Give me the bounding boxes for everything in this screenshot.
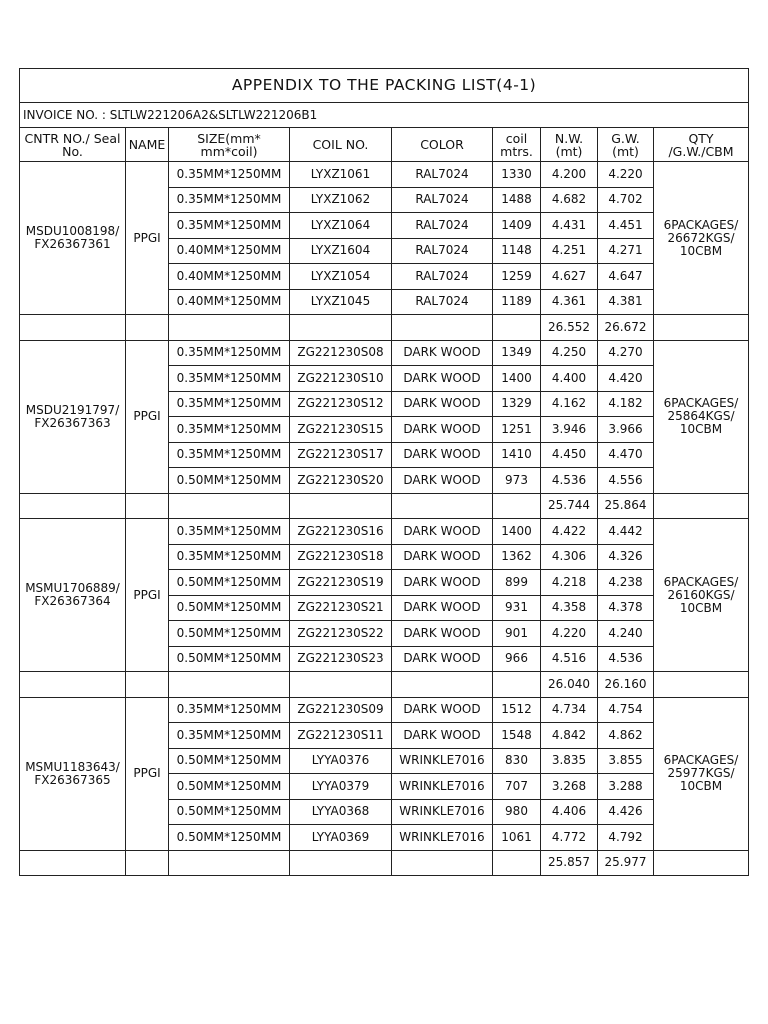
table-row <box>20 697 749 723</box>
coil-no-cell: ZG221230S16 <box>290 519 392 545</box>
header-coil-no: COIL NO. <box>290 128 392 162</box>
coil-no-cell: LYYA0376 <box>290 748 392 774</box>
size-cell: 0.50MM*1250MM <box>169 595 290 621</box>
coil-no-cell: ZG221230S12 <box>290 391 392 417</box>
empty-cell <box>126 493 169 519</box>
qty-volume: 10CBM <box>679 600 723 615</box>
color-cell: DARK WOOD <box>392 697 493 723</box>
nw-cell: 4.306 <box>541 544 598 570</box>
color-cell: DARK WOOD <box>392 570 493 596</box>
coil-no-cell: LYXZ1064 <box>290 213 392 239</box>
qty-weight: 26160KGS/ <box>667 587 735 602</box>
container-number: MSMU1706889/ <box>25 581 120 595</box>
empty-cell <box>392 315 493 341</box>
subtotal-gw: 26.160 <box>598 672 654 698</box>
size-cell: 0.50MM*1250MM <box>169 774 290 800</box>
coil-mtrs-cell: 901 <box>493 621 541 647</box>
product-name: PPGI <box>126 340 169 493</box>
color-cell: DARK WOOD <box>392 468 493 494</box>
color-cell: RAL7024 <box>392 187 493 213</box>
nw-cell: 3.835 <box>541 748 598 774</box>
coil-mtrs-cell: 1189 <box>493 289 541 315</box>
header-nw: N.W. (mt) <box>541 128 598 162</box>
gw-cell: 3.966 <box>598 417 654 443</box>
coil-mtrs-cell: 830 <box>493 748 541 774</box>
color-cell: WRINKLE7016 <box>392 825 493 851</box>
empty-cell <box>20 672 126 698</box>
empty-cell <box>392 672 493 698</box>
gw-cell: 4.451 <box>598 213 654 239</box>
size-cell: 0.35MM*1250MM <box>169 366 290 392</box>
subtotal-gw: 26.672 <box>598 315 654 341</box>
coil-no-cell: ZG221230S23 <box>290 646 392 672</box>
color-cell: WRINKLE7016 <box>392 774 493 800</box>
qty-cell <box>654 697 749 850</box>
coil-no-cell: ZG221230S10 <box>290 366 392 392</box>
coil-mtrs-cell: 899 <box>493 570 541 596</box>
gw-cell: 4.271 <box>598 238 654 264</box>
qty-weight: 25977KGS/ <box>667 766 735 780</box>
subtotal-nw: 25.744 <box>541 493 598 519</box>
empty-cell <box>493 672 541 698</box>
header-coil-mtrs: coil mtrs. <box>493 128 541 162</box>
container-seal-cell <box>20 519 126 672</box>
empty-cell <box>20 315 126 341</box>
coil-no-cell: ZG221230S18 <box>290 544 392 570</box>
color-cell: RAL7024 <box>392 289 493 315</box>
coil-mtrs-cell: 1330 <box>493 162 541 188</box>
coil-no-cell: ZG221230S22 <box>290 621 392 647</box>
nw-cell: 4.734 <box>541 697 598 723</box>
size-cell: 0.35MM*1250MM <box>169 417 290 443</box>
coil-mtrs-cell: 1400 <box>493 366 541 392</box>
size-cell: 0.50MM*1250MM <box>169 799 290 825</box>
color-cell: DARK WOOD <box>392 595 493 621</box>
qty-packages: 6PACKAGES/ <box>663 217 739 232</box>
empty-cell <box>493 493 541 519</box>
coil-mtrs-cell: 1349 <box>493 340 541 366</box>
qty-volume: 10CBM <box>679 243 723 258</box>
subtotal-row <box>20 493 749 519</box>
empty-cell <box>654 493 749 519</box>
subtotal-gw: 25.977 <box>598 850 654 876</box>
nw-cell: 4.218 <box>541 570 598 596</box>
nw-cell: 4.842 <box>541 723 598 749</box>
table-row <box>20 162 749 188</box>
color-cell: RAL7024 <box>392 238 493 264</box>
gw-cell: 4.792 <box>598 825 654 851</box>
coil-mtrs-cell: 973 <box>493 468 541 494</box>
empty-cell <box>392 850 493 876</box>
color-cell: DARK WOOD <box>392 723 493 749</box>
size-cell: 0.50MM*1250MM <box>169 468 290 494</box>
size-cell: 0.35MM*1250MM <box>169 697 290 723</box>
nw-cell: 4.406 <box>541 799 598 825</box>
table-header-row <box>20 128 749 162</box>
coil-mtrs-cell: 1329 <box>493 391 541 417</box>
gw-cell: 4.220 <box>598 162 654 188</box>
size-cell: 0.40MM*1250MM <box>169 238 290 264</box>
size-cell: 0.35MM*1250MM <box>169 162 290 188</box>
qty-cell <box>654 340 749 493</box>
gw-cell: 4.556 <box>598 468 654 494</box>
qty-cell <box>654 162 749 315</box>
gw-cell: 4.754 <box>598 697 654 723</box>
coil-mtrs-cell: 1488 <box>493 187 541 213</box>
subtotal-nw: 25.857 <box>541 850 598 876</box>
color-cell: DARK WOOD <box>392 442 493 468</box>
gw-cell: 3.288 <box>598 774 654 800</box>
subtotal-row <box>20 672 749 698</box>
coil-no-cell: LYYA0368 <box>290 799 392 825</box>
color-cell: DARK WOOD <box>392 544 493 570</box>
coil-mtrs-cell: 1512 <box>493 697 541 723</box>
qty-weight: 26672KGS/ <box>667 230 735 245</box>
size-cell: 0.35MM*1250MM <box>169 213 290 239</box>
header-cntr: CNTR NO./ Seal No. <box>20 128 126 162</box>
gw-cell: 4.470 <box>598 442 654 468</box>
color-cell: WRINKLE7016 <box>392 748 493 774</box>
size-cell: 0.35MM*1250MM <box>169 544 290 570</box>
nw-cell: 4.200 <box>541 162 598 188</box>
qty-volume: 10CBM <box>679 779 723 793</box>
coil-no-cell: LYYA0379 <box>290 774 392 800</box>
nw-cell: 3.268 <box>541 774 598 800</box>
gw-cell: 4.270 <box>598 340 654 366</box>
nw-cell: 4.162 <box>541 391 598 417</box>
subtotal-nw: 26.552 <box>541 315 598 341</box>
size-cell: 0.50MM*1250MM <box>169 570 290 596</box>
seal-number: FX26367364 <box>34 594 111 608</box>
coil-mtrs-cell: 1410 <box>493 442 541 468</box>
qty-packages: 6PACKAGES/ <box>663 753 739 767</box>
empty-cell <box>126 315 169 341</box>
container-seal-cell <box>20 340 126 493</box>
gw-cell: 4.381 <box>598 289 654 315</box>
coil-no-cell: LYXZ1045 <box>290 289 392 315</box>
coil-no-cell: ZG221230S15 <box>290 417 392 443</box>
qty-volume: 10CBM <box>679 422 723 436</box>
coil-mtrs-cell: 707 <box>493 774 541 800</box>
document-title: APPENDIX TO THE PACKING LIST(4-1) <box>20 69 749 103</box>
size-cell: 0.50MM*1250MM <box>169 825 290 851</box>
empty-cell <box>493 850 541 876</box>
empty-cell <box>126 672 169 698</box>
empty-cell <box>290 850 392 876</box>
size-cell: 0.50MM*1250MM <box>169 621 290 647</box>
nw-cell: 4.358 <box>541 595 598 621</box>
color-cell: DARK WOOD <box>392 366 493 392</box>
header-name: NAME <box>126 128 169 162</box>
container-number: MSMU1183643/ <box>25 759 120 774</box>
color-cell: DARK WOOD <box>392 391 493 417</box>
container-number: MSDU1008198/ <box>25 224 120 238</box>
size-cell: 0.35MM*1250MM <box>169 340 290 366</box>
header-color: COLOR <box>392 128 493 162</box>
empty-cell <box>169 493 290 519</box>
empty-cell <box>290 315 392 341</box>
coil-mtrs-cell: 931 <box>493 595 541 621</box>
gw-cell: 4.378 <box>598 595 654 621</box>
color-cell: DARK WOOD <box>392 417 493 443</box>
color-cell: DARK WOOD <box>392 340 493 366</box>
gw-cell: 4.240 <box>598 621 654 647</box>
header-gw: G.W. (mt) <box>598 128 654 162</box>
nw-cell: 4.536 <box>541 468 598 494</box>
size-cell: 0.35MM*1250MM <box>169 519 290 545</box>
color-cell: RAL7024 <box>392 213 493 239</box>
coil-mtrs-cell: 1251 <box>493 417 541 443</box>
empty-cell <box>654 672 749 698</box>
subtotal-row <box>20 315 749 341</box>
container-seal-cell <box>20 697 126 850</box>
nw-cell: 4.251 <box>541 238 598 264</box>
color-cell: WRINKLE7016 <box>392 799 493 825</box>
coil-mtrs-cell: 1548 <box>493 723 541 749</box>
gw-cell: 4.647 <box>598 264 654 290</box>
coil-no-cell: ZG221230S08 <box>290 340 392 366</box>
qty-cell <box>654 519 749 672</box>
header-size: SIZE(mm* mm*coil) <box>169 128 290 162</box>
size-cell: 0.35MM*1250MM <box>169 187 290 213</box>
size-cell: 0.50MM*1250MM <box>169 748 290 774</box>
coil-mtrs-cell: 980 <box>493 799 541 825</box>
nw-cell: 4.431 <box>541 213 598 239</box>
coil-no-cell: ZG221230S21 <box>290 595 392 621</box>
table-row <box>20 340 749 366</box>
gw-cell: 4.702 <box>598 187 654 213</box>
gw-cell: 4.326 <box>598 544 654 570</box>
empty-cell <box>20 493 126 519</box>
gw-cell: 4.536 <box>598 646 654 672</box>
product-name: PPGI <box>126 162 169 315</box>
empty-cell <box>493 315 541 341</box>
nw-cell: 4.772 <box>541 825 598 851</box>
coil-no-cell: ZG221230S09 <box>290 697 392 723</box>
coil-no-cell: ZG221230S19 <box>290 570 392 596</box>
nw-cell: 4.220 <box>541 621 598 647</box>
packing-list-sheet <box>19 68 748 884</box>
seal-number: FX26367363 <box>34 415 111 430</box>
subtotal-nw: 26.040 <box>541 672 598 698</box>
gw-cell: 4.238 <box>598 570 654 596</box>
gw-cell: 4.426 <box>598 799 654 825</box>
gw-cell: 4.862 <box>598 723 654 749</box>
size-cell: 0.40MM*1250MM <box>169 289 290 315</box>
coil-no-cell: ZG221230S17 <box>290 442 392 468</box>
header-qty: QTY /G.W./CBM <box>654 128 749 162</box>
qty-packages: 6PACKAGES/ <box>663 396 739 410</box>
nw-cell: 4.250 <box>541 340 598 366</box>
size-cell: 0.35MM*1250MM <box>169 442 290 468</box>
seal-number: FX26367365 <box>34 772 111 787</box>
color-cell: RAL7024 <box>392 264 493 290</box>
empty-cell <box>169 315 290 341</box>
coil-no-cell: ZG221230S11 <box>290 723 392 749</box>
color-cell: DARK WOOD <box>392 519 493 545</box>
coil-mtrs-cell: 1400 <box>493 519 541 545</box>
empty-cell <box>169 850 290 876</box>
coil-no-cell: ZG221230S20 <box>290 468 392 494</box>
coil-mtrs-cell: 1061 <box>493 825 541 851</box>
gw-cell: 4.182 <box>598 391 654 417</box>
product-name: PPGI <box>126 697 169 850</box>
container-number: MSDU2191797/ <box>25 402 120 417</box>
product-name: PPGI <box>126 519 169 672</box>
nw-cell: 4.450 <box>541 442 598 468</box>
gw-cell: 3.855 <box>598 748 654 774</box>
color-cell: DARK WOOD <box>392 621 493 647</box>
qty-weight: 25864KGS/ <box>667 409 735 423</box>
gw-cell: 4.442 <box>598 519 654 545</box>
nw-cell: 4.400 <box>541 366 598 392</box>
nw-cell: 4.361 <box>541 289 598 315</box>
subtotal-row <box>20 850 749 876</box>
coil-mtrs-cell: 1409 <box>493 213 541 239</box>
coil-mtrs-cell: 1362 <box>493 544 541 570</box>
coil-mtrs-cell: 1259 <box>493 264 541 290</box>
table-row <box>20 519 749 545</box>
nw-cell: 3.946 <box>541 417 598 443</box>
coil-mtrs-cell: 1148 <box>493 238 541 264</box>
nw-cell: 4.627 <box>541 264 598 290</box>
nw-cell: 4.422 <box>541 519 598 545</box>
coil-no-cell: LYYA0369 <box>290 825 392 851</box>
color-cell: RAL7024 <box>392 162 493 188</box>
invoice-number: INVOICE NO. : SLTLW221206A2&SLTLW221206B1 <box>20 103 749 128</box>
empty-cell <box>290 672 392 698</box>
container-seal-cell <box>20 162 126 315</box>
nw-cell: 4.682 <box>541 187 598 213</box>
empty-cell <box>654 315 749 341</box>
subtotal-gw: 25.864 <box>598 493 654 519</box>
empty-cell <box>392 493 493 519</box>
nw-cell: 4.516 <box>541 646 598 672</box>
coil-no-cell: LYXZ1604 <box>290 238 392 264</box>
color-cell: DARK WOOD <box>392 646 493 672</box>
size-cell: 0.50MM*1250MM <box>169 646 290 672</box>
coil-mtrs-cell: 966 <box>493 646 541 672</box>
size-cell: 0.35MM*1250MM <box>169 391 290 417</box>
empty-cell <box>20 850 126 876</box>
coil-no-cell: LYXZ1061 <box>290 162 392 188</box>
gw-cell: 4.420 <box>598 366 654 392</box>
empty-cell <box>654 850 749 876</box>
seal-number: FX26367361 <box>34 237 111 251</box>
coil-no-cell: LYXZ1062 <box>290 187 392 213</box>
empty-cell <box>169 672 290 698</box>
coil-no-cell: LYXZ1054 <box>290 264 392 290</box>
size-cell: 0.35MM*1250MM <box>169 723 290 749</box>
empty-cell <box>290 493 392 519</box>
empty-cell <box>126 850 169 876</box>
size-cell: 0.40MM*1250MM <box>169 264 290 290</box>
packing-list-table <box>19 68 749 876</box>
qty-packages: 6PACKAGES/ <box>663 574 739 589</box>
